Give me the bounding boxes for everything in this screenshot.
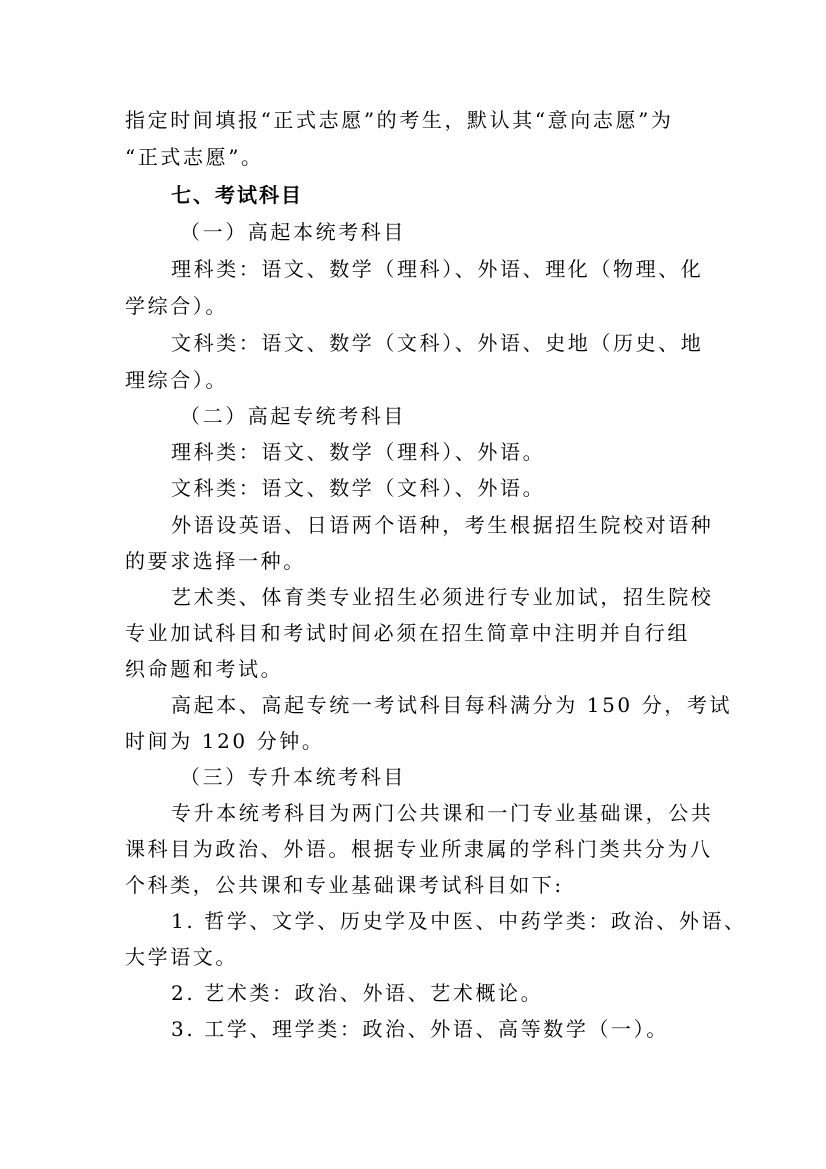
list-item-line: 3. 工学、理学类：政治、外语、高等数学（一）。 [171, 1017, 669, 1041]
paragraph-line: 织命题和考试。 [125, 657, 284, 681]
paragraph-line: 的要求选择一种。 [125, 549, 306, 573]
paragraph-line: 个科类，公共课和专业基础课考试科目如下: [125, 873, 564, 897]
paragraph-line: 高起本、高起专统一考试科目每科满分为 150 分，考试 [171, 693, 733, 717]
paragraph-line: 时间为 120 分钟。 [125, 729, 325, 753]
paragraph-line: “正式志愿”。 [125, 145, 264, 169]
paragraph-line: 外语设英语、日语两个语种，考生根据招生院校对语种 [171, 513, 714, 537]
paragraph-line: 文科类：语文、数学（文科）、外语、史地（历史、地 [171, 331, 704, 355]
list-item-line: 2. 艺术类：政治、外语、艺术概论。 [171, 981, 544, 1005]
subsection-heading: （二）高起专统考科目 [180, 404, 406, 428]
subsection-heading: （三）专升本统考科目 [180, 765, 406, 789]
list-item-line: 大学语文。 [125, 945, 238, 969]
list-item-line: 1. 哲学、文学、历史学及中医、中药学类：政治、外语、 [171, 909, 747, 933]
paragraph-line: 学综合）。 [125, 294, 228, 318]
paragraph-line: 专业加试科目和考试时间必须在招生简章中注明并自行组 [125, 621, 690, 645]
subsection-heading: （一）高起本统考科目 [180, 220, 406, 244]
paragraph-line: 艺术类、体育类专业招生必须进行专业加试，招生院校 [171, 585, 714, 609]
paragraph-line: 理科类：语文、数学（理科）、外语。 [171, 440, 546, 464]
section-heading: 七、考试科目 [171, 183, 303, 207]
paragraph-line: 课科目为政治、外语。根据专业所隶属的学科门类共分为八 [125, 837, 713, 861]
paragraph-line: 专升本统考科目为两门公共课和一门专业基础课，公共 [171, 801, 714, 825]
paragraph-line: 理科类：语文、数学（理科）、外语、理化（物理、化 [171, 257, 704, 281]
paragraph-line: 理综合）。 [125, 368, 228, 392]
paragraph-line: 文科类：语文、数学（文科）、外语。 [171, 476, 546, 500]
paragraph-line: 指定时间填报“正式志愿”的考生，默认其“意向志愿”为 [125, 108, 674, 132]
